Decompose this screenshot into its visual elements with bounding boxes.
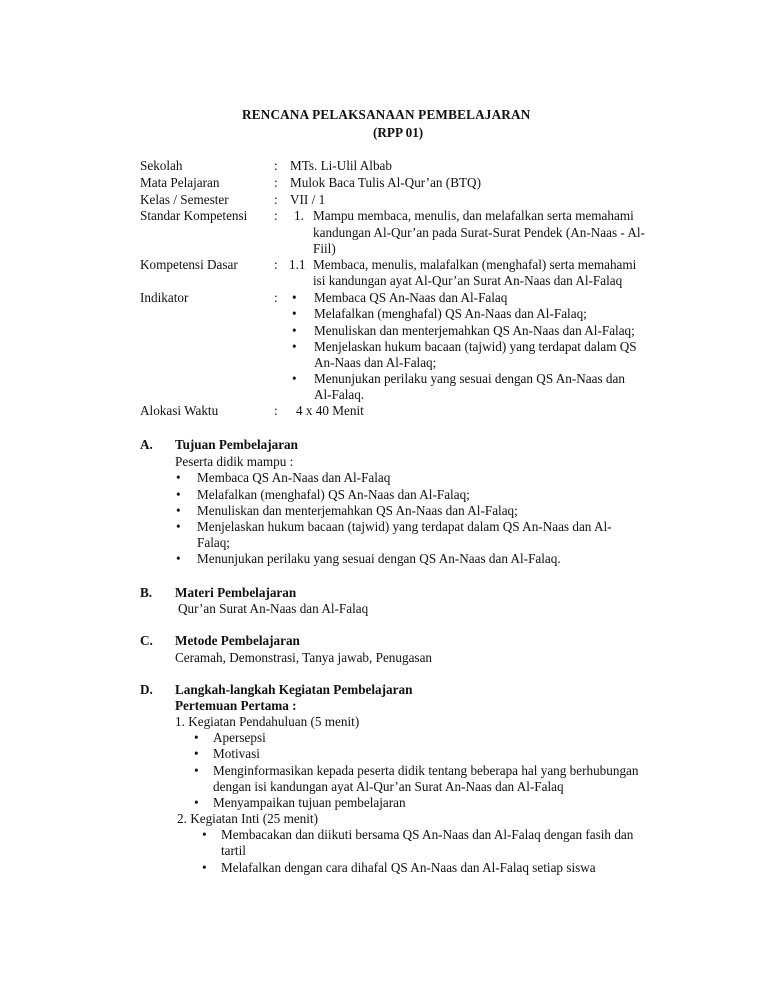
section-title: Materi Pembelajaran	[175, 585, 297, 600]
bullet-icon	[292, 289, 297, 307]
bullet-icon	[292, 338, 297, 356]
step1-item: Menyampaikan tujuan pembelajaran	[213, 795, 406, 810]
indikator-item-cont: Al-Falaq.	[314, 387, 365, 402]
section-letter: D.	[140, 682, 153, 697]
bullet-icon	[202, 826, 207, 844]
identity-label-sekolah: Sekolah	[140, 158, 183, 173]
kd-line: Membaca, menulis, malafalkan (menghafal) serta memahami	[313, 257, 637, 272]
tujuan-item: Menunjukan perilaku yang sesuai dengan QS An-Naas dan Al-Falaq.	[197, 551, 561, 566]
sk-line: Fiil)	[313, 241, 336, 256]
identity-value-alokasi: 4 x 40 Menit	[296, 403, 364, 418]
section-subtitle: Pertemuan Pertama :	[175, 698, 297, 713]
identity-sep: :	[274, 208, 278, 223]
document-title: RENCANA PELAKSANAAN PEMBELAJARAN	[242, 107, 531, 122]
identity-label-kelas: Kelas / Semester	[140, 192, 229, 207]
bullet-icon	[292, 305, 297, 323]
section-letter: C.	[140, 633, 153, 648]
indikator-item-cont: An-Naas dan Al-Falaq;	[314, 355, 437, 370]
tujuan-item: Menuliskan dan menterjemahkan QS An-Naas dan Al-Falaq;	[197, 503, 518, 518]
section-title: Metode Pembelajaran	[175, 633, 300, 648]
step-label: 2. Kegiatan Inti (25 menit)	[177, 811, 318, 826]
section-body: Ceramah, Demonstrasi, Tanya jawab, Penugasan	[175, 650, 433, 665]
tujuan-item: Melafalkan (menghafal) QS An-Naas dan Al-Falaq;	[197, 487, 470, 502]
step1-item: Apersepsi	[213, 730, 266, 745]
bullet-icon	[292, 370, 297, 388]
bullet-icon	[194, 762, 199, 780]
section-intro: Peserta didik mampu :	[175, 454, 294, 469]
step1-item: Motivasi	[213, 746, 260, 761]
step2-item: Melafalkan dengan cara dihafal QS An-Naas dan Al-Falaq setiap siswa	[221, 860, 596, 875]
section-letter: A.	[140, 437, 153, 452]
bullet-icon	[202, 859, 207, 877]
identity-sep: :	[274, 257, 278, 272]
identity-label-sk: Standar Kompetensi	[140, 208, 248, 223]
section-body: Qur’an Surat An-Naas dan Al-Falaq	[178, 601, 369, 616]
bullet-icon	[176, 469, 181, 487]
indikator-item: Menuliskan dan menterjemahkan QS An-Naas dan Al-Falaq;	[314, 323, 635, 338]
identity-value-kelas: VII / 1	[290, 192, 326, 207]
bullet-icon	[176, 502, 181, 520]
kd-number: 1.1	[289, 257, 306, 272]
identity-sep: :	[274, 175, 278, 190]
indikator-item: Membaca QS An-Naas dan Al-Falaq	[314, 290, 508, 305]
bullet-icon	[176, 518, 181, 536]
identity-sep: :	[274, 290, 278, 305]
identity-label-alokasi: Alokasi Waktu	[140, 403, 219, 418]
identity-sep: :	[274, 403, 278, 418]
indikator-item: Menunjukan perilaku yang sesuai dengan QS An-Naas dan	[314, 371, 625, 386]
section-letter: B.	[140, 585, 153, 600]
identity-label-indikator: Indikator	[140, 290, 189, 305]
indikator-item: Melafalkan (menghafal) QS An-Naas dan Al-Falaq;	[314, 306, 587, 321]
tujuan-item: Membaca QS An-Naas dan Al-Falaq	[197, 470, 391, 485]
step1-item: Menginformasikan kepada peserta didik tentang beberapa hal yang berhubungan	[213, 763, 639, 778]
sk-line: Mampu membaca, menulis, dan melafalkan serta memahami	[313, 208, 634, 223]
identity-value-mapel: Mulok Baca Tulis Al-Qur’an (BTQ)	[290, 175, 481, 190]
bullet-icon	[292, 322, 297, 340]
identity-sep: :	[274, 192, 278, 207]
indikator-item: Menjelaskan hukum bacaan (tajwid) yang terdapat dalam QS	[314, 339, 637, 354]
bullet-icon	[194, 794, 199, 812]
section-title: Tujuan Pembelajaran	[175, 437, 298, 452]
identity-sep: :	[274, 158, 278, 173]
sk-number: 1.	[294, 208, 304, 223]
bullet-icon	[194, 729, 199, 747]
section-title: Langkah-langkah Kegiatan Pembelajaran	[175, 682, 413, 697]
bullet-icon	[176, 486, 181, 504]
kd-line: isi kandungan ayat Al-Qur’an Surat An-Naas dan Al-Falaq	[313, 273, 623, 288]
tujuan-item: Menjelaskan hukum bacaan (tajwid) yang terdapat dalam QS An-Naas dan Al-	[197, 519, 612, 534]
identity-label-mapel: Mata Pelajaran	[140, 175, 220, 190]
document-subtitle: (RPP 01)	[373, 125, 424, 140]
step2-item: Membacakan dan diikuti bersama QS An-Naas dan Al-Falaq dengan fasih dan	[221, 827, 634, 842]
step-label: 1. Kegiatan Pendahuluan (5 menit)	[175, 714, 360, 729]
bullet-icon	[176, 550, 181, 568]
step2-item-cont: tartil	[221, 843, 246, 858]
step1-item-cont: dengan isi kandungan ayat Al-Qur’an Surat An-Naas dan Al-Falaq	[213, 779, 564, 794]
bullet-icon	[194, 745, 199, 763]
identity-label-kd: Kompetensi Dasar	[140, 257, 238, 272]
identity-value-sekolah: MTs. Li-Ulil Albab	[290, 158, 393, 173]
tujuan-item-cont: Falaq;	[197, 535, 230, 550]
sk-line: kandungan Al-Qur’an pada Surat-Surat Pendek (An-Naas - Al-	[313, 225, 645, 240]
